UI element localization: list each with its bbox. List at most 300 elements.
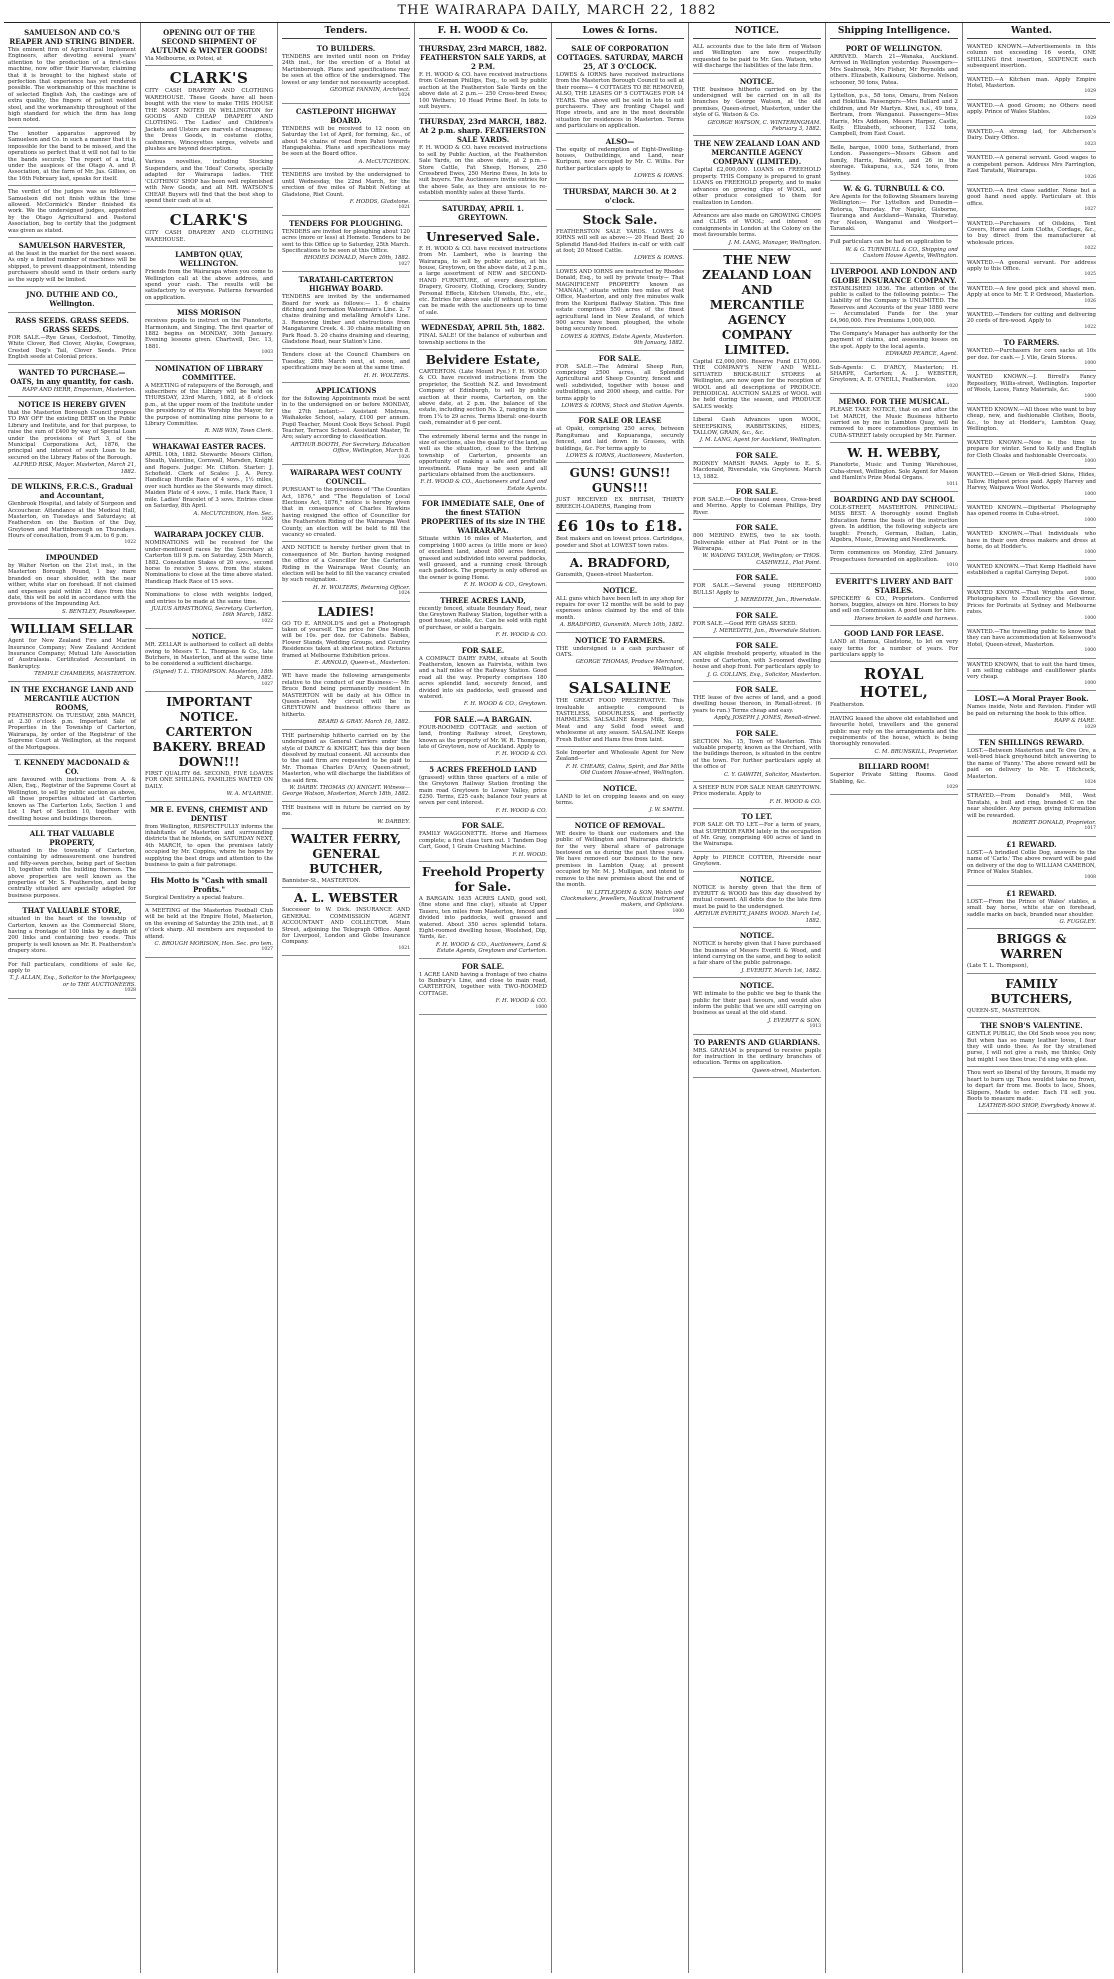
column-6 xyxy=(689,23,826,1973)
ad-number: 1022 xyxy=(124,539,136,545)
advertisement xyxy=(419,862,547,959)
advertisement xyxy=(556,747,684,781)
ad-number: 1000 xyxy=(1084,550,1096,556)
advertisement xyxy=(282,349,410,383)
advertisement xyxy=(419,201,547,227)
advertisement xyxy=(419,431,547,497)
ad-body: This eminent firm of Agricultural Implement Engineers, after devoting several years' attention to the production of a first-class machine, now offer their Harvester, claiming that it is brought to the highest state of perfection that experience has yet rendered possible. The workmanship of this machine is of selected English Ash, the castings are of extra quality, the fingers of patent welded steel, and the workmanship throughout of the high standard for which the firm has long been noted. xyxy=(8,47,136,124)
ad-body: WANTED.—A general servant. For address apply to this Office. xyxy=(967,259,1096,272)
advertisement xyxy=(830,713,958,759)
advertisement xyxy=(830,492,958,547)
ad-body: A BARGAIN. 1635 ACRES LAND, good soil, (fine stone and fine clay), situate at Upper Taueru, ten miles from Masterton, fenced and divided into paddocks, well grassed and watered. About 350 acres splendid totara. Eight-roomed dwelling house, Woolshed, Dip, Yards, &c. xyxy=(419,895,547,941)
advertisement xyxy=(145,305,273,360)
ad-body: FAMILY WAGGONETTE. Horse and Harness complete; a first class turn out. 1 Tandem Dog Cart, Good, 1 Grain Crushing Machine. xyxy=(419,831,547,851)
column-4 xyxy=(415,23,552,1973)
ad-signature: T. J. ALLAN, Esq., Solicitor to the Mortgagees; or to THE AUCTIONEERS. xyxy=(9,975,136,988)
advertisement xyxy=(693,414,821,448)
ad-title: Stock Sale. xyxy=(582,212,658,227)
advertisement xyxy=(830,181,958,236)
ad-signature: S. BENTLEY, Poundkeeper. xyxy=(62,608,136,615)
ad-title: NOTICE. xyxy=(739,981,775,991)
advertisement xyxy=(8,755,136,826)
ad-number: 1029 xyxy=(1084,115,1096,121)
ad-body: Sub-Agents: C. D'ARCY, Masterton; H. SHARPE, Carterton; A. J. WEBSTER, Greytown; A. E. O'NEILL, Featherston. xyxy=(830,364,958,384)
ad-signature: F. H. CHEARS, Colins, Spirit, and Bar Mills Old Custom House-street, Wellington. xyxy=(565,763,684,777)
ad-body: WANTED KNOWN.—Diptheria! Photography has opened rooms in Cuba-street. xyxy=(967,504,1096,518)
ad-number: 1011 xyxy=(946,481,958,487)
ad-body: The verdict of the judges was as follows:— Samuelson did not finish within the time allowed. McCormick's Binder finished its work. We the undersigned judges, appointed by the Otago Agricultural and Pastoral Association, beg to certify that the judgment was given as stated. xyxy=(8,189,136,234)
ad-signature: GEORGE WATSON, C. WINTERINGHAM. February 3, 1882. xyxy=(707,119,821,133)
ad-signature: ROBERT DONALD, Proprietor. xyxy=(1012,819,1096,826)
advertisement xyxy=(282,169,410,215)
ad-signature: F. H. WOOD & CO., Auctioneers and Land and Estate Agents. xyxy=(420,479,547,492)
advertisement xyxy=(419,762,547,818)
ad-title: CLARK'S xyxy=(169,211,249,230)
ad-body: QUEEN-ST., MASTERTON. xyxy=(967,1007,1041,1014)
ad-body: RODNEY MARSH RAMS. Apply to E. S. Macdonald, Riversdale, via Greytown. March 13, 1882. xyxy=(693,460,821,480)
advertisement xyxy=(8,397,136,479)
advertisement xyxy=(830,236,958,263)
ad-signature: Horses broken to saddle and harness. xyxy=(854,615,958,622)
ad-body: Surgical Dentistry a special feature. xyxy=(145,894,244,901)
ad-body: Tenders close at the Council Chambers on Tuesday, 28th March next, at noon, and specifications may be seen at the same time. xyxy=(282,352,410,372)
ad-signature: J. MEREDITH, Jun., Riversdale Station. xyxy=(713,627,821,634)
ad-signature: RAPP AND HERR, Emporium, Masterton. xyxy=(22,386,136,393)
ad-body: WANTED KNOWN.—All those who want to buy cheap, new, and fashionable Clothes, Boots, &c., to buy at Hodder's, Lambton Quay, Wellington. xyxy=(967,407,1096,433)
ad-number: 1024 xyxy=(398,591,410,597)
advertisement xyxy=(8,479,136,550)
advertisement xyxy=(967,974,1096,1018)
advertisement xyxy=(830,394,958,443)
column-heading: Wanted. xyxy=(967,25,1096,39)
column-heading: Shipping Intelligence. xyxy=(830,25,958,39)
ad-title: £1 REWARD. xyxy=(1006,839,1057,849)
ad-title: Unreserved Sale. xyxy=(426,229,540,244)
ad-body: WANTED.—A strong lad, for Aitcherson's Dairy. Dairy Office. xyxy=(967,129,1096,142)
ad-title: THREE ACRES LAND, xyxy=(440,595,526,605)
advertisement xyxy=(967,659,1096,692)
ad-body: FOR SALE.—Rye Grass, Cocksfoot, Timothy, White Clover, Red Clover, Alsyke, Cowgrass, Crested Dog's Tail, Clover Seeds. Price English seeds at Colonial prices. xyxy=(8,335,136,361)
column-3 xyxy=(278,23,415,1973)
advertisement xyxy=(967,561,1096,587)
advertisement xyxy=(967,309,1096,335)
ad-body: JUST RECEIVED EX BRITISH, THIRTY BREECH-LOADERS, Ranging from xyxy=(556,497,684,510)
advertisement xyxy=(556,210,684,266)
ad-body: WANTED.—A good Groom; no Others need apply. Prince of Wales Stables. xyxy=(967,102,1096,116)
ad-body: The knotter apparatus approved by Samuelson and Co. in such a manner that it is impossible for the band to be missed, and the operations so perfect that it will not fail to tie the bands securely. The report of a trial, under the auspices of the Otago A. and P. Association, at the farm of Mr. Jas. Gillies, on the 16th February last, speaks for itself. xyxy=(8,130,136,182)
ad-title: BOARDING AND DAY SCHOOL xyxy=(833,494,955,504)
advertisement xyxy=(8,186,136,238)
ad-body: situated in the township of Carterton, containing by admeasurement one hundred and fifty-seven perches, being part of Section 10, together with the building thereon. The above properties are well known as the properties of Mr. S. Featherston, and being centrally situated are specially adapted for business purposes. xyxy=(8,847,136,899)
ad-signature: A. McCUTCHEON. xyxy=(358,158,410,165)
ad-body: FOR SALE.—Good RYE GRASS SEED. xyxy=(693,620,797,627)
ad-title: BRIGGS & WARREN xyxy=(996,932,1067,962)
advertisement xyxy=(556,184,684,210)
ad-body: Friends from the Wairarapa when you come to Wellington call at the above address, and spend your cash. The results will be satisfactory to everyone. Patterns forwarded on application. xyxy=(145,269,273,301)
advertisement xyxy=(967,74,1096,100)
ad-body: from Wellington, RESPECTFULLY informs the inhabitants of Masterton and surrounding districts that he intends, on SATURDAY NEXT, 4th MARCH, to open the premises lately occupied by Mr. Coppins, where he hopes by supplying the best drugs and attention to the business to gain a fair patronage. xyxy=(145,823,273,869)
ad-title: NOMINATION OF LIBRARY COMMITTEE. xyxy=(155,363,263,382)
ad-signature: TEMPLE CHAMBERS, MASTERTON. xyxy=(34,671,136,678)
ad-title: A. BRADFORD, xyxy=(569,556,671,571)
advertisement xyxy=(967,1018,1096,1067)
ad-body: AN eligible freehold property, situated in the centre of Carterton, with 3-roomed dwelling house and shop front. For particulars apply to xyxy=(693,651,821,671)
ad-title: SAMUELSON HARVESTER, xyxy=(18,240,126,250)
ad-signature: GEORGE FANNIN, Architect. xyxy=(329,87,410,94)
advertisement xyxy=(830,574,958,627)
advertisement xyxy=(967,837,1096,886)
ad-title: His Motto is "Cash with small Profits." xyxy=(150,875,268,894)
advertisement xyxy=(830,90,958,142)
ad-body: Lyttelton, p.s., 58 tons, Omaru, from Nelson and Hokitika. Passengers—Mrs Bullard and 2 children, and Mr Martyn. Kiwi, s.s., 49 tons, Bertram, from Wanganui. Passengers—Miss Harris, Mrs Addison, Messrs Harper, Castle, Kelly. Elizabeth, schooner, 132 tons, Campbell, from East Coast. xyxy=(830,93,958,138)
advertisement xyxy=(419,959,547,1015)
advertisement xyxy=(145,247,273,305)
ad-title: APPLICATIONS xyxy=(315,386,377,396)
ad-body: CARTERTON. (Late Mount Pye.) F. H. WOOD & CO. have received instructions from the proprietor, the Scottish N.Z. and Investment Company of Edinburgh, to sell by public auction at their rooms, Carterton, on the above date, at 2 p.m. the balance of the estate, including section No. 2, ranging in size from 1¼ to 29 acres. Terms liberal: one-fourth cash, remainder at 6 per cent. xyxy=(419,368,547,427)
ad-body: WANTED.—A Kitchen man. Apply Empire Hotel, Masterton. xyxy=(967,76,1096,90)
ad-number: 1000 xyxy=(1084,361,1096,367)
advertisement xyxy=(830,443,958,492)
advertisement xyxy=(556,553,684,582)
advertisement xyxy=(419,227,547,320)
ad-title: FOR SALE. xyxy=(735,487,779,497)
advertisement xyxy=(8,903,136,958)
advertisement xyxy=(282,104,410,169)
ad-signature: J. M. LANG, Manager, Wellington. xyxy=(728,239,821,246)
ad-number: 1021 xyxy=(398,945,410,951)
ad-title: LIVERPOOL AND LONDON AND GLOBE INSURANCE COMPANY. xyxy=(830,266,958,285)
advertisement xyxy=(967,126,1096,152)
ad-number: 1017 xyxy=(1084,826,1096,832)
column-8 xyxy=(963,23,1100,1973)
ad-title: WALTER FERRY, GENERAL BUTCHER, xyxy=(290,831,402,876)
ad-number: 1023 xyxy=(1084,141,1096,147)
advertisement xyxy=(830,41,958,90)
advertisement xyxy=(693,136,821,209)
ad-signature: ARTHUR BOOTH, For Secretary. Education Office, Wellington, March 8. xyxy=(290,441,410,455)
ad-body: APRIL 10th, 1882. Stewards: Messrs Clifton, Sheath, Valentine, Cornwall, Marsden, Knight and Rogers. Judge: Mr. Clifton. Starter: J. Schofield. Clerk of Scales: J. A. Percy. Handicap Hurdle Race of 4 sovs., 1½ miles, over such hurdles as the Stewards may direct. Maiden Plate of 4 sovs., 1 mile. Hack Race, 1 mile. Ladies' Bracelet of 3 sovs. Entries close on Saturday, 8th April. xyxy=(145,451,273,510)
ad-signature: ARTHUR EVERITT, JAMES WOOD. March 1st, 1882. xyxy=(694,911,821,924)
advertisement xyxy=(145,361,273,439)
advertisement xyxy=(693,570,821,607)
ad-body: LOST.—A brindled Collie Dog, answers to the name of 'Carlo.' The above reward will be paid on delivery of the dog to WILLIAM CAMERON, Prince of Wales Stables. xyxy=(967,849,1096,875)
ad-signature: J. EVERITT & SON. xyxy=(768,1017,821,1024)
ad-signature: G. FUGGLEY. xyxy=(1059,919,1096,926)
ad-signature: F. H. WOOD & CO. xyxy=(495,751,547,758)
ad-signature: E. ARNOLD, Queen-st., Masterton. xyxy=(314,660,410,667)
ad-title: THE SNOB'S VALENTINE. xyxy=(980,1021,1083,1031)
ad-signature: J. MEREDITH, Jun., Riversdale. xyxy=(735,597,821,604)
ad-body: PURSUANT to the provisions of "The Counties Act, 1876," and "The Regulation of Local Elections Act, 1876," notice is hereby given that in consequence of Charles Hawkins having resigned the office of Councillor for the Featherston Riding of the Wairarapa West County, an election will be held to fill the vacancy so created. xyxy=(282,487,410,538)
ad-number: 1027 xyxy=(261,947,273,953)
ad-title: MISS MORISON xyxy=(177,308,241,318)
ad-title: NOTICE. xyxy=(739,76,775,86)
advertisement xyxy=(8,287,136,313)
advertisement xyxy=(419,41,547,114)
ad-signature: F. H. WOOD & CO. xyxy=(769,798,821,805)
ad-body: WANTED.—A first class saddler. None but a good hand need apply. Particulars at this office. xyxy=(967,187,1096,207)
ad-title: CLARK'S xyxy=(169,69,249,88)
ad-title: RASS SEEDS. GRASS SEEDS. GRASS SEEDS. xyxy=(15,316,129,334)
ad-number: 1000 xyxy=(535,1004,547,1010)
advertisement xyxy=(282,465,410,542)
ad-title: FOR SALE. xyxy=(735,450,779,460)
ad-body: For full particulars, conditions of sale &c, apply to xyxy=(8,961,136,974)
ad-title: GOOD LAND FOR LEASE. xyxy=(844,629,944,639)
advertisement xyxy=(8,313,136,365)
advertisement xyxy=(693,41,821,74)
ad-body: that the Masterton Borough Council propose TO PAY OFF the existing DEBT on the Public Library and Institute, and for that purpose, to raise the sum of £400 by way of Special Loan under the provisions of Part 3, of the Municipal Corporations Act, 1876, the principal and interest of such Loan to be secured on the Library Rates of the Borough. xyxy=(8,410,136,461)
column-5 xyxy=(552,23,689,1973)
ad-number: 1028 xyxy=(124,988,136,994)
ad-signature: C. M. BRUNSKILL, Proprietor. xyxy=(874,748,958,755)
ad-body: THE business hitherto carried on by the undersigned will be carried on in all its branches by George Watson, at the old premises, Queen-street, Masterton, under the style of G. Watson & Co. xyxy=(693,86,821,119)
ad-title: WANTED TO PURCHASE.—OATS, in any quantity, for cash. xyxy=(10,367,134,386)
ad-body: WANTED KNOWN.—Advertisements in this column not exceeding 16 words, ONE SHILLING first insertion, SIXPENCE each subsequent insertion. xyxy=(967,44,1096,70)
advertisement xyxy=(419,496,547,592)
ad-signature: JULIUS ARMSTRONG, Secretary. Carterton, 16th March, 1882. xyxy=(151,605,273,619)
ad-signature: (Signed) T. L. THOMPSON. Masterton, 18th March, 1882. xyxy=(152,668,273,682)
advertisement xyxy=(967,404,1096,437)
ad-number: 1008 xyxy=(1084,875,1096,881)
advertisement xyxy=(556,463,684,514)
ad-title: TO FARMERS. xyxy=(1003,338,1060,348)
ad-signature: RHODES DONALD, March 20th, 1882. xyxy=(303,255,410,262)
ad-body: Sole Importer and Wholesale Agent for New Zealand— xyxy=(556,750,684,763)
advertisement xyxy=(693,978,821,1034)
ad-number: 1000 xyxy=(672,908,684,914)
ad-signature: F. H. WOOD & CO., Auctioneers, Land & Estate Agents, Greytown and Carterton. xyxy=(435,941,547,955)
ad-signature: Apply, JOSEPH J. JONES, Renall-street. xyxy=(714,715,821,722)
ad-title: £6 10s to £18. xyxy=(556,517,684,536)
ad-body: THE lease of five acres of land, and a good dwelling house thereon, in Renall-street. (6 years to run.) Terms cheap and easy. xyxy=(693,694,821,714)
advertisement xyxy=(967,735,1096,790)
advertisement xyxy=(8,550,136,619)
advertisement xyxy=(419,114,547,200)
advertisement xyxy=(967,371,1096,404)
advertisement xyxy=(145,692,273,802)
advertisement xyxy=(967,257,1096,283)
ad-title: FOR SALE. xyxy=(461,961,505,971)
advertisement xyxy=(830,759,958,795)
ad-body: Superior Private Sitting Rooms. Good Stabling, &c. xyxy=(830,772,958,785)
ad-body: TENDERS are invited until noon on Friday 24th inst., for the erection of a Hotel at Martinborough. Plans and specifications may be seen at the office of the undersigned. The lowest or any tender not necessarily accepted. xyxy=(282,54,410,86)
advertisement xyxy=(967,185,1096,218)
ad-title: NOTICE IS HEREBY GIVEN xyxy=(18,400,126,410)
ad-body: CITY CASH DRAPERY AND CLOTHING WAREHOUSE. These Goods have all been bought with the view to make THIS HOUSE THE MOST NOTED IN WELLINGTON for GOODS AND CHEAP DRAPERY AND CLOTHING. The Ladies' and Children's Jackets and Ulsters are marvels of cheapness; the Dress Goods, in costume cloths, cashmeres, Winceyettes serges, velvets and plushes are beyond description. xyxy=(145,88,273,153)
ad-body: THE partnership hitherto carried on by the undersigned as General Carriers under the style of DARCY & KNIGHT, has this day been dissolved by mutual consent. All accounts due to the said firm are requested to be paid to Mr. Thomas Charles D'Arcy, Queen-street, Masterton, who will discharge the liabilities of the said firm. xyxy=(282,732,410,784)
column-7 xyxy=(826,23,963,1973)
ad-signature: J. EVERITT. March 1st, 1882. xyxy=(741,967,821,974)
advertisement xyxy=(556,676,684,747)
column-2 xyxy=(141,23,278,1973)
advertisement xyxy=(693,872,821,928)
advertisement xyxy=(419,712,547,762)
ad-body: ESTABLISHED 1836. The attention of the public is called to the following points:— The Liability of the Company is UNLIMITED. The Reserves and Accounts of the year 1880 were— Accumulated Funds for the year £4,960,000. Fire Premiums 1,000,000. xyxy=(830,285,958,324)
advertisement xyxy=(967,929,1096,973)
ad-number: 1020 xyxy=(946,383,958,389)
ad-body: Nominations to close with weights lodged, and entries to be made at the same time. xyxy=(145,592,273,605)
ad-body: TENDERS are invited for ploughing about 120 acres (more or less) at Homete. Tenders to be sent to this Office up to Saturday, 25th March. Specifications to be seen at this Office. xyxy=(282,228,410,254)
ad-signature: W. WADING TAYLOR, Wellington; or THOS. CASHWELL, Flat Point. xyxy=(702,553,821,566)
ad-title: CASTLEPOINT HIGHWAY BOARD. xyxy=(295,106,397,125)
ad-number: 1026 xyxy=(1084,174,1096,180)
ad-body: A SHEEP RUN FOR SALE NEAR GREYTOWN. Price moderate. Apply to xyxy=(693,785,821,798)
ad-body: The extremely liberal terms and the range in size of sections, also the quality of the land, as well as the situation, close to the thriving township of Carterton, presents an opportunity of making a safe and profitable investment. Plans may be seen and all particulars obtained from the auctioneers. xyxy=(419,433,547,479)
advertisement xyxy=(8,238,136,287)
advertisement xyxy=(556,818,684,919)
ad-body: TENDERS are invited by the undernamed Board for work as follows:— 1. 6 chains ditching and formation Watermain's Line. 2. 7 chains draining and metalling Arnold's Line. 3. Removing timber and obstructions from Mangatarere Creek. 4. 30 chains metalling on Park Road. 5. 20 chains draining and clearing, Gladstone Road, near Station's Line. xyxy=(282,294,410,345)
ad-signature: W. A. M'LARNIE. xyxy=(226,791,273,798)
ad-body: WANTED KNOWN.—That Kemp Hadfield have established a capital Carrying Depot. xyxy=(967,563,1096,577)
ad-signature: F. H. WOOD & CO. xyxy=(495,632,547,639)
advertisement xyxy=(556,413,684,463)
ad-signature: ALFRED RISK, Mayor. Masterton, March 21, 1882. xyxy=(13,462,136,475)
ad-title: W. & G. TURNBULL & CO. xyxy=(843,183,945,193)
ad-number: 1000 xyxy=(1084,615,1096,621)
ad-title: £1 REWARD. xyxy=(1006,888,1057,898)
ad-title: NOTICE. xyxy=(739,874,775,884)
advertisement xyxy=(419,818,547,862)
ad-title: JNO. DUTHIE AND CO., Wellington. xyxy=(26,290,118,308)
advertisement xyxy=(282,829,410,888)
ad-signature: H. H. WOLTERS, Returning Officer. xyxy=(312,584,410,591)
ad-title: NOTICE. xyxy=(602,783,638,793)
ad-title: ALL THAT VALUABLE PROPERTY, xyxy=(29,828,115,847)
ad-signature: F. H. WOOD & CO. xyxy=(495,807,547,814)
advertisement xyxy=(693,520,821,570)
ad-signature: F. H. WOOD & CO., Greytown. xyxy=(463,582,547,589)
ad-body: MR. ZELLAR is authorised to collect all debts owing to Messrs T. L. Thompson & Co., late Butchers, in Masterton, and at the same time to be considered a sufficient discharge. xyxy=(145,642,273,668)
advertisement xyxy=(693,484,821,520)
ad-body: WANTED KNOWN, that to suit the hard times, I am selling cabbage and cauliflower plants very cheap. xyxy=(967,661,1096,681)
ad-body: Various novelties, including Stocking Suspenders, and the 'Ideal' Corsets, specially adapted for Wairarapa ladies. THE 'CLOTHING' SHOP has been well replenished with New Goods, and all MR. WATSON'S CHEAP. Buyers will find that the best shop to spend their cash at is at xyxy=(145,159,273,204)
advertisement xyxy=(693,682,821,726)
ad-body: (grassed) within three quarters of a mile of the Greytown Railway Station fronting the main road Greytown to Lower Valley, price £250. Terms, £25 cash; balance four years at seven per cent interest. xyxy=(419,774,547,807)
advertisement xyxy=(8,365,136,397)
ad-body: WANTED KNOWN.—Now is the time to prepare for winter. Send to Kelly and English for Cloth Cloaks and fashionable Overcoats. xyxy=(967,439,1096,459)
ad-body: Apply to PIERCE COTTER, Riverside near Greytown. xyxy=(693,854,821,868)
ad-body: FINAL SALE! Of the balance of suburban and township sections in the xyxy=(419,333,547,346)
ad-title: WAIRARAPA WEST COUNTY COUNCIL. xyxy=(290,468,402,487)
ad-title: IN THE EXCHANGE LAND AND MERCANTILE AUCTION ROOMS, xyxy=(10,684,134,712)
ad-title: TO BUILDERS. xyxy=(316,44,376,53)
ad-body: COLE-STREET, MASTERTON. PRINCIPAL: MISS BEST. A thoroughly sound English Education forms the basis of the instruction given. In addition, the following subjects are taught: French, German, Italian, Latin, Algebra, Music, Drawing and Needlework. xyxy=(830,504,958,543)
ad-body: NOTICE is hereby given that the firm of EVERITT & WOOD has this day dissolved by mutual consent. All debts due to the late firm must be paid to the undersigned. xyxy=(693,884,821,910)
ad-body: THE business will in future be carried on by me. xyxy=(282,804,410,818)
ad-body: WE desire to thank our customers and the public of Wellington and Wairarapa districts for the very liberal share of patronage bestowed on us during the past three years. We have removed our business to the new premises in Lambton Quay, at present occupied by Mr. M. J. Mulligan, and intend to remove to the new premises about the end of the month. xyxy=(556,830,684,889)
ad-number: 1003 xyxy=(261,350,273,356)
ad-body: WANTED.—Tenders for cutting and delivering 20 cords of fire-wood. Apply to xyxy=(967,312,1096,325)
ad-body: A COMPACT DAIRY FARM, situate at South Featherston, known as Fairvista, within two and a half miles of the Railway Station. Good road all the way. Property comprises 180 acres splendid land, securely fenced, and divided into six paddocks, well grassed and watered. xyxy=(419,655,547,700)
ad-body: F. H. WOOD & CO. have received instructions from Coleman Phillips, Esq., to sell by public auction at the Featherston Sale Yards on the above date at 2 p.m.— 250 Cross-bred Ewes; 100 Wethers; 10 Head Prime Beef. In lots to suit buyers. xyxy=(419,72,547,111)
ad-body: FEATHERSTON. On TUESDAY, 28th MARCH, at 2.30 o'clock p.m. Important Sale of Properties in the Township of Carterton, Wairarapa, by order of the Registrar of the Supreme Court at Wellington, at the request of the Mortgagees. xyxy=(8,712,136,751)
ad-signature: J. G. COLLINS, Esq., Solicitor, Masterton. xyxy=(707,671,821,678)
ad-body: TENDERS will be received to 12 noon on Saturday the 1st of April, for forming, &c., of about 54 chains of road from Pahoi towards Hangapakihia. Plans and specifications may be seen at the Board office. xyxy=(282,125,410,158)
advertisement xyxy=(830,662,958,712)
ad-signature: W. DARBEY. xyxy=(377,818,410,825)
advertisement xyxy=(556,781,684,818)
ad-body: Are Agents for the following Steamers leaving Wellington:— For Lyttelton and Dunedin—Rotorua, Thursday. For Napier, Gisborne, Tauranga and Auckland—Wanaka, Thursday. For Nelson, Wanganui and Westport—Taranaki. xyxy=(830,193,958,232)
ad-title: WEDNESDAY, APRIL 5th, 1882. xyxy=(421,323,545,333)
ad-body: Capital £2,000,000. Reserve Fund £170,000. THE COMPANY'S NEW AND WELL-SITUATED BRICK-BUILT STORES at Wellington, are now open for the reception of WOOL and all descriptions of PRODUCE. PERIODICAL AUCTION SALES of WOOL will be held during the season, and PRODUCE SALES weekly. xyxy=(693,358,821,410)
ad-title: FOR SALE.—A BARGAIN. xyxy=(434,714,532,724)
ad-title: MR E. EVENS, CHEMIST AND DENTIST xyxy=(150,804,268,823)
ad-body: SECTION No. 15, Town of Masterton. This valuable property, known as the Orchard, with the buildings thereon, is situated in the centre of the town. For further particulars apply at the office of xyxy=(693,738,821,771)
advertisement xyxy=(556,351,684,414)
ad-signature: LOWES & IORNS. xyxy=(634,173,684,180)
ad-body: HAVING leased the above old established and favourite hotel, travellers and the general public may rely on the arrangements and the requirements of the house, which is being thoroughly renovated. xyxy=(830,715,958,748)
ad-title: FAMILY BUTCHERS, xyxy=(990,976,1073,1006)
ad-title: FOR SALE. xyxy=(461,821,505,831)
advertisement xyxy=(419,593,547,643)
ad-body: NOTICE is hereby given that I have purchased the business of Messrs Everitt & Wood, and intend carrying on the same, and beg to solicit a fair share of the public patronage. xyxy=(693,941,821,967)
advertisement xyxy=(830,626,958,662)
ad-body: WE intimate to the public we beg to thank the public for their past favours, and would also inform the public that we are still carrying on business as usual at the old stand. xyxy=(693,991,821,1017)
ad-title: TENDERS FOR PLOUGHING. xyxy=(289,218,403,228)
ad-body: ARRIVED. March 21—Wanaka, Auckland. Arrived in Wellington yesterday. Passengers—Mrs Seabrook, Mrs Fisher, Mr Reynolds and others. Elizabeth, Kaikoura, Gisborne. Nelson, schooner, 50 tons, Patea. xyxy=(830,54,958,86)
advertisement xyxy=(556,266,684,351)
ad-body: Featherston. xyxy=(830,702,865,709)
advertisement xyxy=(967,41,1096,74)
ad-body: (Late T. L. Thompson), xyxy=(967,963,1029,970)
ad-title: SALE OF CORPORATION COTTAGES. SATURDAY, MARCH 25, AT 3 O'CLOCK. xyxy=(556,44,684,71)
ad-body: STRAYED.—From Donald's Mill, West Taratahi, a bull and ring, branded C on the near shoulder. Any person giving information will be rewarded. xyxy=(967,793,1096,819)
ad-title: FOR SALE. xyxy=(598,353,642,363)
ad-body: Successor to W. Dick. INSURANCE AND GENERAL COMMISSION AGENT ACCOUNTANT AND COLLECTOR. Main Street, adjoining the Telegraph Office. Agent for Liverpool, London and Globe Insurance Company. xyxy=(282,907,410,946)
ad-body: 800 MERINO EWES, two to six tooth. Deliverable either at Flat Point or in the Wairarapa. xyxy=(693,533,821,553)
ad-body: WANTED KNOWN.—That Individuals who have in their own dress makers and dress at home, do at Hodder's. xyxy=(967,531,1096,550)
ad-body: by Walter Norton on the 21st inst., in the Masterton Borough Pound, 1 bay mare branded on near shoulder, with the near wither, white star on forehead. If not claimed and expenses paid within 21 days from this date, this will be sold in accordance with the provisions of the Impounding Act. xyxy=(8,562,136,608)
masthead: THE WAIRARAPA DAILY, MARCH 22, 1882 xyxy=(4,0,1110,23)
ad-body: Term commences on Monday, 23rd January. Prospectuses forwarded on application. xyxy=(830,550,958,563)
ad-body: WANTED.—A general servant. Good wages to a competent person. Address Mrs Farrington, East Taratahi, Wairarapa. xyxy=(967,155,1096,175)
ad-number: 1026 xyxy=(398,454,410,460)
advertisement xyxy=(693,928,821,978)
advertisement xyxy=(967,100,1096,126)
ad-signature: W. DARBY. THOMAS (X) KNIGHT. Witness— George Watson, Masterton, March 18th, 1882. xyxy=(282,784,410,798)
advertisement xyxy=(145,25,273,66)
ad-signature: GEORGE THOMAS, Produce Merchant, Wellington. xyxy=(575,659,684,672)
ad-body: Capital £2,000,000. LOANS on FREEHOLD property. THIS Company is prepared to grant LOANS on FREEHOLD property, and to make advances on growing clips of WOOL, and other produce consigned to them for realization in London. xyxy=(693,167,821,206)
ad-body: Pianoforte, Music and Tuning Warehouse, Cuba-street, Wellington. Sole Agent for Mason and Hamlin's Prize Medal Organs. xyxy=(830,462,958,482)
ad-body: WANTED.—A few good pick and shovel men. Apply at once to Mr. T. P. Ordwood, Masterton. xyxy=(967,285,1096,299)
ad-number: 1000 xyxy=(1084,393,1096,399)
ad-signature: Queen-street, Masterton. xyxy=(751,1067,821,1074)
ad-body: for the following Appointments must be sent in to the undersigned on or before MONDAY, the 27th instant:— Assistant Mistress, Waihakeke School, salary, £100 per annum. Pupil Teacher, Mount Cook Boys School. Pupil Teacher, Terrace School. Assistant Master, Te Aro; salary according to classification. xyxy=(282,396,410,441)
ad-body: AND NOTICE is hereby further given that in consequence of Mr. Burton having resigned the office of a Councillor for the Carterton Riding in the Wairarapa West County, an election will be held to fill the vacancy created by such resignation. xyxy=(282,545,410,584)
ad-body: Via Melbourne, ex Potosi, at xyxy=(145,56,223,62)
ad-signature: W. & G. TURNBULL & CO., Shipping and Custom House Agents, Wellington. xyxy=(845,246,958,260)
advertisement xyxy=(145,527,273,589)
ad-body: Best makers and on lowest prices. Cartridges, powder and Shot at LOWEST town rates. xyxy=(556,536,684,549)
advertisement xyxy=(556,583,684,633)
ad-title: NOTICE. xyxy=(602,585,638,595)
advertisement xyxy=(967,1067,1096,1113)
ad-title: ALSO— xyxy=(605,136,635,146)
advertisement xyxy=(693,638,821,682)
ad-body: TENDERS are invited by the undersigned to until Wednesday, the 22nd March, for the erection of five miles of Rabbit Netting at Gladstone, Riet Count. xyxy=(282,172,410,198)
ad-title: FOR SALE. xyxy=(461,645,505,655)
advertisement xyxy=(282,272,410,349)
ad-title: THE NEW ZEALAND LOAN AND MERCANTILE AGENCY COMPANY (LIMITED). xyxy=(694,139,820,167)
ad-title: WAIRARAPA JOCKEY CLUB. xyxy=(154,530,264,540)
ad-body: at the least in the market for the next season. As only a limited number of machines will be shipped, to prevent disappointment, intending purchasers should send in their orders early as the supply will be limited. xyxy=(8,250,136,283)
ad-body: Situate within 16 miles of Masterton, and comprising 1600 acres (a little more or less) of excellent land, about 800 acres fenced, grassed and subdivided into several paddocks, well grassed, and a running creek through each paddock. The property is only offered as the owner is going Home. xyxy=(419,536,547,581)
ad-title: NOTICE. xyxy=(191,632,227,642)
ad-title: THAT VALUABLE STORE, xyxy=(22,906,122,916)
ad-number: 1021 xyxy=(398,205,410,211)
